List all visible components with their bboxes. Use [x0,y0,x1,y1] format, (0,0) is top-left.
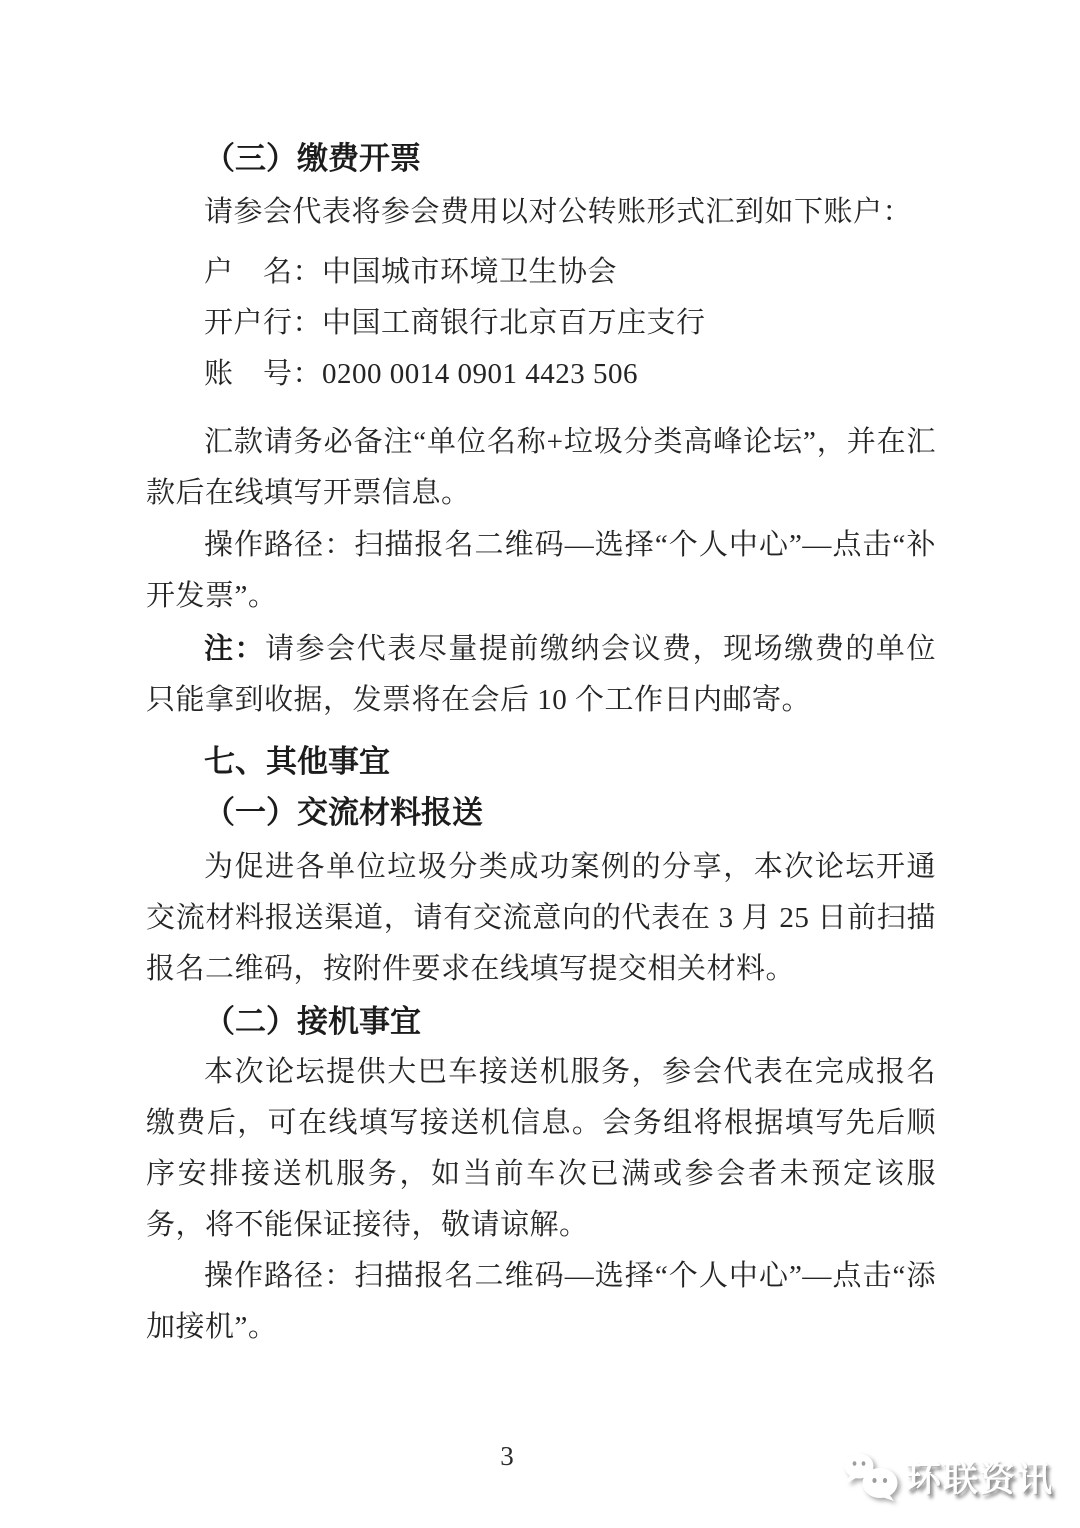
paragraph-note [146,624,936,726]
section-heading-payment-invoice: （三）缴费开票 [204,141,421,176]
account-bank-value: 中国工商银行北京百万庄支行 [322,307,706,339]
document-body [146,133,936,1353]
watermark [842,1450,1054,1504]
account-row-name [146,247,936,298]
paragraph-invoice-path: 操作路径：扫描报名二维码—选择“个人中心”—点击“补开发票”。 [146,529,936,612]
section-heading-other-matters: 七、其他事宜 [204,744,390,779]
bank-account-block [146,247,936,400]
chat-bubbles-icon [842,1450,902,1504]
paragraph-remit-note: 汇款请务必备注“单位名称+垃圾分类高峰论坛”，并在汇款后在线填写开票信息。 [146,426,936,509]
paragraph-materials-submission: 为促进各单位垃圾分类成功案例的分享，本次论坛开通交流材料报送渠道，请有交流意向的代表在 3 月 25 日前扫描报名二维码，按附件要求在线填写提交相关材料。 [146,851,936,985]
note-label: 注： [204,633,266,665]
account-name-label: 户 名： [204,256,323,288]
account-row-number [146,349,936,400]
paragraph-airport-pickup: 本次论坛提供大巴车接送机服务，参会代表在完成报名缴费后，可在线填写接送机信息。会务组将根据填写先后顺序安排接送机服务，如当前车次已满或参会者未预定该服务，将不能保证接待，敬请谅解。 [146,1056,936,1241]
page-number: 3 [500,1441,514,1471]
watermark-label: 环联资讯 [905,1460,1054,1499]
account-number-value: 0200 0014 0901 4423 506 [322,358,639,390]
account-bank-label: 开户行： [204,307,323,339]
paragraph-transfer-intro: 请参会代表将参会费用以对公转账形式汇到如下账户： [204,196,913,228]
section-heading-materials-submission: （一）交流材料报送 [204,795,483,830]
paragraph-pickup-path: 操作路径：扫描报名二维码—选择“个人中心”—点击“添加接机”。 [146,1260,936,1343]
section-heading-airport-pickup: （二）接机事宜 [204,1004,421,1039]
note-text: 请参会代表尽量提前缴纳会议费，现场缴费的单位只能拿到收据，发票将在会后 10 个工作日内邮寄。 [146,633,936,716]
account-number-label: 账 号： [204,358,323,390]
account-name-value: 中国城市环境卫生协会 [322,256,618,288]
account-row-bank [146,298,936,349]
